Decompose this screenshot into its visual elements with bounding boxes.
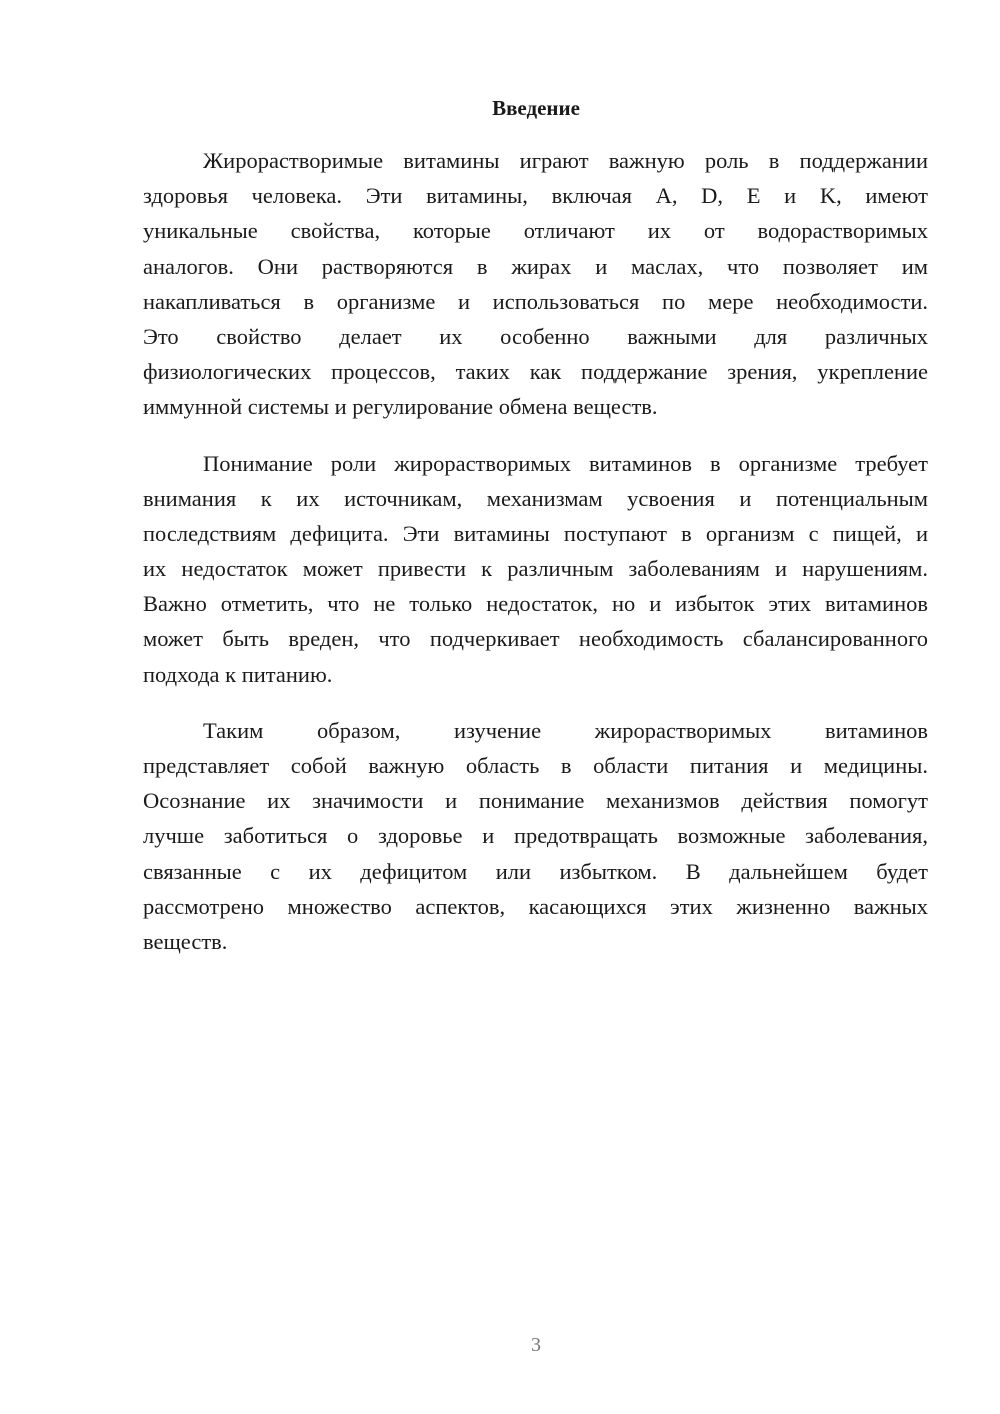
- text-line: физиологических процессов, таких как поддержание зрения, укрепление: [143, 359, 928, 385]
- document-body: [143, 143, 928, 980]
- text-line: связанные с их дефицитом или избытком. В дальнейшем будет: [143, 858, 928, 884]
- text-line: их недостаток может привести к различным заболеваниям и нарушениям.: [143, 556, 928, 582]
- page-number: 3: [531, 1334, 541, 1356]
- text-line: представляет собой важную область в области питания и медицины.: [143, 753, 928, 778]
- text-line: Это свойство делает их особенно важными для различных: [143, 323, 928, 349]
- text-line: здоровья человека. Эти витамины, включая A, D, E и K, имеют: [143, 183, 928, 209]
- text-line: Жирорастворимые витамины играют важную роль в поддержании: [203, 148, 928, 173]
- paragraph: [143, 446, 928, 692]
- text-line: уникальные свойства, которые отличают их от водорастворимых: [143, 218, 928, 244]
- text-line: Важно отметить, что не только недостаток, но и избыток этих витаминов: [143, 591, 928, 617]
- text-line: Осознание их значимости и понимание механизмов действия помогут: [143, 788, 928, 814]
- text-line: аналогов. Они растворяются в жирах и маслах, что позволяет им: [143, 253, 928, 279]
- text-line: рассмотрено множество аспектов, касающихся этих жизненно важных: [143, 893, 928, 919]
- paragraph: [143, 713, 928, 959]
- paragraph: [143, 143, 928, 425]
- text-line: веществ.: [143, 928, 228, 954]
- text-line: подхода к питанию.: [143, 661, 333, 687]
- text-line: иммунной системы и регулирование обмена веществ.: [143, 394, 658, 420]
- text-line: накапливаться в организме и использоваться по мере необходимости.: [143, 288, 928, 314]
- text-line: Таким образом, изучение жирорастворимых витаминов: [203, 717, 928, 743]
- text-line: лучше заботиться о здоровье и предотвращать возможные заболевания,: [143, 823, 928, 849]
- text-line: последствиям дефицита. Эти витамины поступают в организм с пищей, и: [143, 520, 928, 546]
- text-line: внимания к их источникам, механизмам усвоения и потенциальным: [143, 485, 928, 511]
- text-line: может быть вреден, что подчеркивает необходимость сбалансированного: [143, 626, 928, 652]
- text-line: Понимание роли жирорастворимых витаминов в организме требует: [203, 450, 928, 476]
- section-heading: Введение: [492, 96, 580, 120]
